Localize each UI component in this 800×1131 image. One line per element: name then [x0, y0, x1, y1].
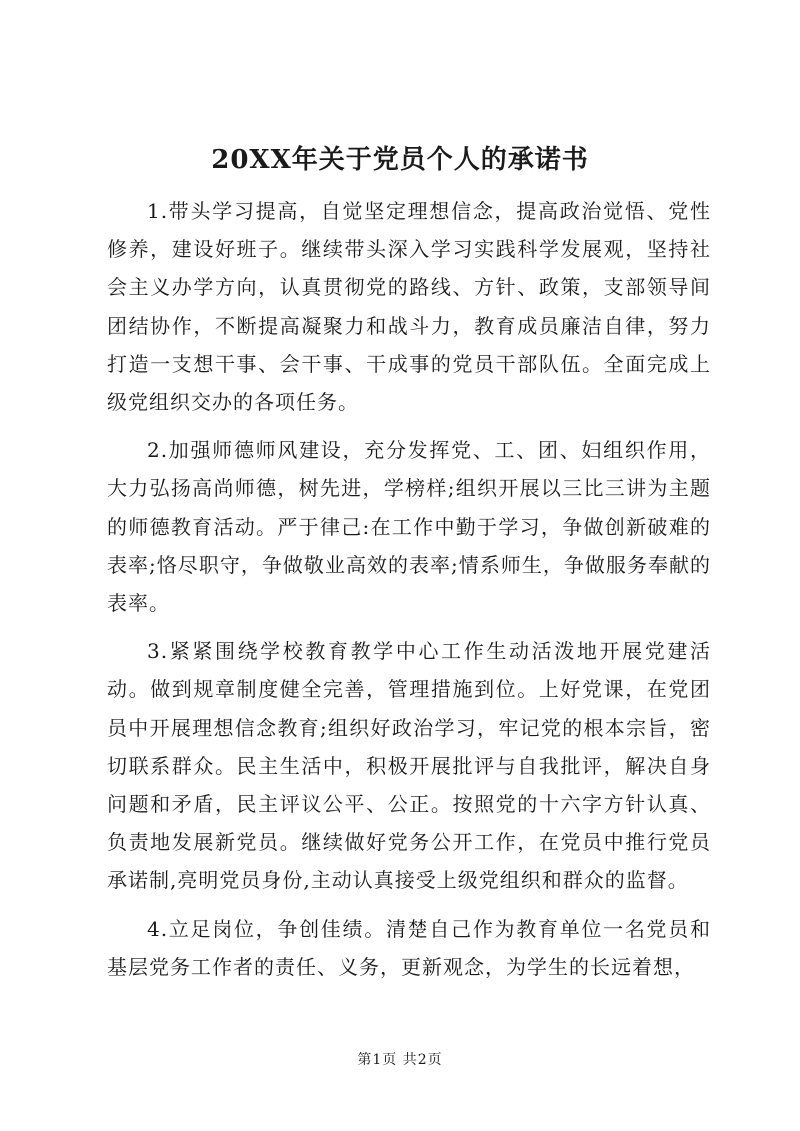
- document-body: [107, 192, 711, 996]
- paragraph-2: 2.加强师德师风建设，充分发挥党、工、团、妇组织作用，大力弘扬高尚师德，树先进，学榜样;组织开展以三比三讲为主题的师德教育活动。严于律己:在工作中勤于学习，争做创新破难的表率;恪尽职守，争做敬业高效的表率;情系师生，争做服务奉献的表率。: [107, 438, 711, 616]
- paragraph-1: 1.带头学习提高，自觉坚定理想信念，提高政治觉悟、党性修养，建设好班子。继续带头深入学习实践科学发展观，坚持社会主义办学方向，认真贯彻党的路线、方针、政策，支部领导间团结协作，不断提高凝聚力和战斗力，教育成员廉洁自律，努力打造一支想干事、会干事、干成事的党员干部队伍。全面完成上级党组织交办的各项任务。: [107, 199, 711, 415]
- paragraph-4: 4.立足岗位，争创佳绩。清楚自己作为教育单位一名党员和基层党务工作者的责任、义务，更新观念，为学生的长远着想，: [107, 916, 711, 979]
- page-number-footer: 第1页 共2页: [357, 1052, 443, 1068]
- document-title: 20XX年关于党员个人的承诺书: [211, 145, 589, 175]
- paragraph-3: 3.紧紧围绕学校教育教学中心工作生动活泼地开展党建活动。做到规章制度健全完善，管理措施到位。上好党课，在党团员中开展理想信念教育;组织好政治学习，牢记党的根本宗旨，密切联系群众。民主生活中，积极开展批评与自我批评，解决自身问题和矛盾，民主评议公平、公正。按照党的十六字方针认真、负责地发展新党员。继续做好党务公开工作，在党员中推行党员承诺制,亮明党员身份,主动认真接受上级党组织和群众的监督。: [107, 639, 711, 893]
